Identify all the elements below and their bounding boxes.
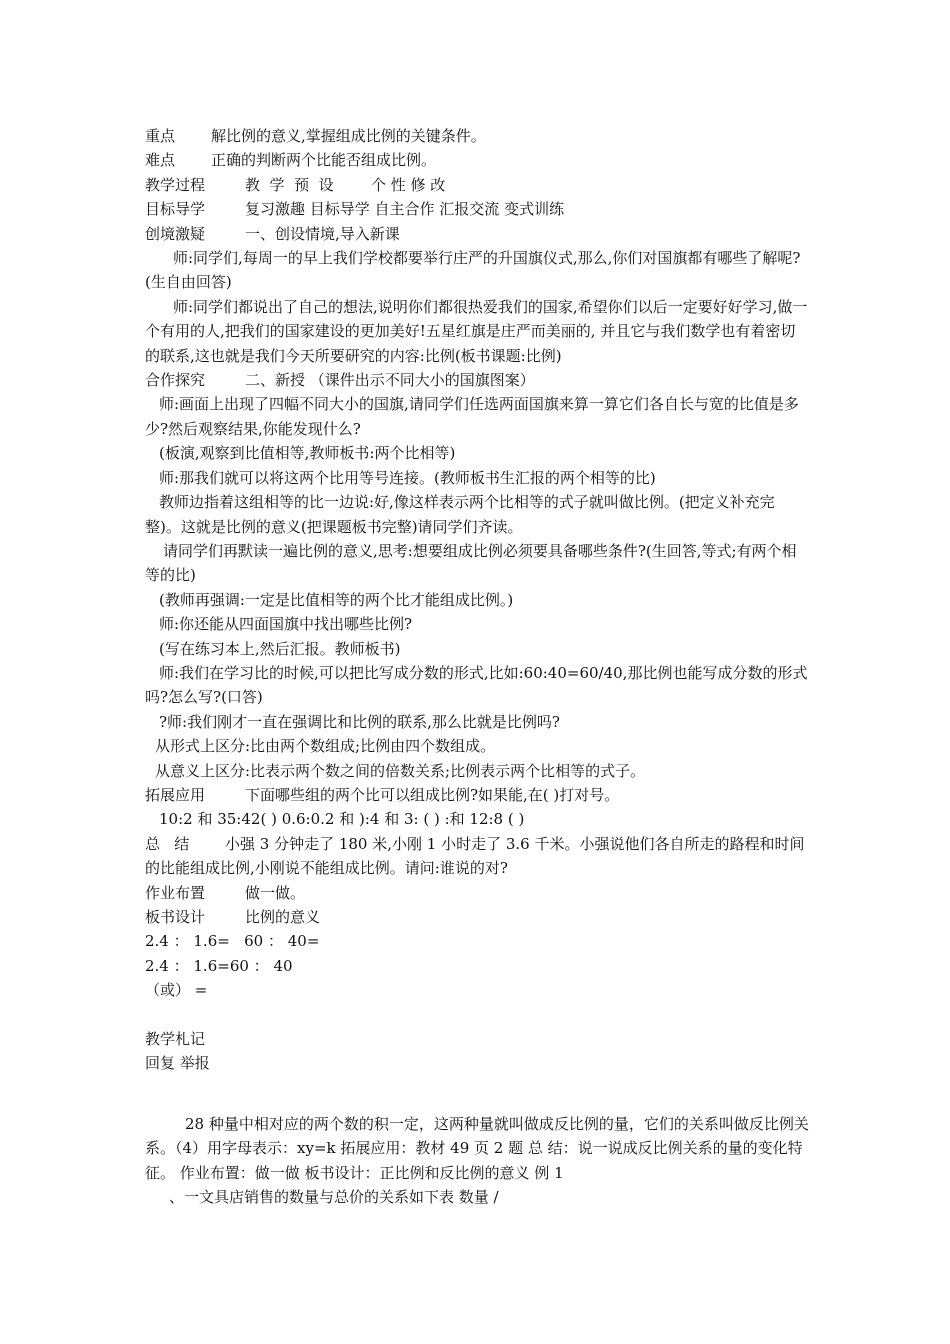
- row-text: 解比例的意义,掌握组成比例的关键条件。: [211, 127, 486, 145]
- row-extension: [145, 783, 810, 807]
- row-situation: [145, 222, 810, 246]
- equation-line: （或） =: [145, 981, 208, 1000]
- paragraph: 请同学们再默读一遍比例的意义,思考:想要组成比例必须要具备哪些条件?(生回答,等式;有两个相等的比): [145, 541, 797, 585]
- row-summary: [145, 832, 810, 881]
- paragraph: (板演,观察到比值相等,教师板书:两个比相等): [159, 444, 456, 463]
- spacer: [145, 1003, 810, 1027]
- row-label: 难点: [145, 151, 176, 170]
- paragraph: 师:画面上出现了四幅不同大小的国旗,请同学们任选两面国旗来算一算它们各自长与宽的比值是多少?然后观察结果,你能发现什么?: [145, 395, 799, 438]
- row-board-design: [145, 905, 810, 929]
- paragraph: 从意义上区分:比表示两个数之间的倍数关系;比例表示两个比相等的式子。: [155, 761, 646, 780]
- row-cooperation: [145, 368, 810, 392]
- row-text: 做一做。: [245, 883, 306, 902]
- paragraph: 、一文具店销售的数量与总价的关系如下表 数量 /: [169, 1188, 499, 1207]
- row-difficulty: [145, 148, 810, 172]
- row-label: 目标导学: [145, 200, 206, 219]
- row-label: 总 结: [145, 834, 190, 853]
- paragraph: 师:同学们,每周一的早上我们学校都要举行庄严的升国旗仪式,那么,你们对国旗都有哪些了解呢?(生自由回答): [145, 249, 801, 292]
- row-text: 小强 3 分钟走了 180 米,小刚 1 小时走了 3.6 千米。小强说他们各自所走的路程和时间的比能组成比例,小刚说不能组成比例。请问:谁说的对?: [145, 834, 805, 878]
- row-text: 复习激趣 目标导学 自主合作 汇报交流 变式训练: [245, 200, 565, 219]
- paragraph: 28 种量中相对应的两个数的积一定，这两种量就叫做成反比例的量，它们的关系叫做反比例关系。（4）用字母表示：xy=k 拓展应用：教材 49 页 2 题 总 结：说一说成反比例关系的量的变化特征。 作业布置：做一做 板书设计：正比例和反比例的意义 例 1: [145, 1114, 809, 1182]
- row-text: 教 学 预 设: [245, 175, 334, 194]
- spacer: [145, 1076, 810, 1112]
- row-text: 比例的意义: [245, 908, 321, 926]
- row-label: 合作探究: [145, 371, 206, 390]
- row-label: 拓展应用: [145, 785, 206, 804]
- paragraph: 师:我们在学习比的时候,可以把比写成分数的形式,比如:60:40=60/40,那比例也能写成分数的形式吗?怎么写?(口答): [145, 663, 808, 707]
- row-teaching-process: [145, 173, 810, 197]
- paragraph: 师:那我们就可以将这两个比用等号连接。(教师板书生汇报的两个相等的比): [159, 468, 656, 487]
- exercise-line: 10:2 和 35:42( ) 0.6:0.2 和 ):4 和 3: ( ) :和 12:8 ( ): [159, 810, 525, 829]
- row-text: 二、新授 （课件出示不同大小的国旗图案）: [245, 371, 535, 390]
- paragraph: 从形式上区分:比由两个数组成;比例由四个数组成。: [155, 737, 496, 756]
- paragraph: 师:同学们都说出了自己的想法,说明你们都很热爱我们的国家,希望你们以后一定要好好学习,做一个有用的人,把我们的国家建设的更加美好!五星红旗是庄严而美丽的, 并且它与我们数学也有着密切的联系,这也就是我们今天所要研究的内容:比例(板书课题:比例): [145, 297, 808, 365]
- paragraph: 教师边指着这组相等的比一边说:好,像这样表示两个比相等的式子就叫做比例。(把定义补充完整)。这就是比例的意义(把课题板书完整)请同学们齐读。: [145, 493, 775, 536]
- row-goal-guide: [145, 197, 810, 221]
- paragraph: (写在练习本上,然后汇报。教师板书): [159, 639, 401, 658]
- row-text: 下面哪些组的两个比可以组成比例?如果能,在( )打对号。: [245, 785, 620, 804]
- paragraph: 师:你还能从四面国旗中找出哪些比例?: [159, 615, 413, 634]
- equation-line: 2.4 ： 1.6= 60 ： 40=: [145, 932, 320, 951]
- row-text: 一、创设情境,导入新课: [245, 224, 400, 243]
- row-homework: [145, 881, 810, 905]
- paragraph: (教师再强调:一定是比值相等的两个比才能组成比例。): [159, 590, 514, 609]
- document-body: [145, 124, 810, 1209]
- row-extra: 个 性 修 改: [371, 175, 446, 194]
- teaching-notes-heading: 教学札记: [145, 1030, 206, 1049]
- row-label: 板书设计: [145, 908, 206, 926]
- row-label: 作业布置: [145, 883, 206, 902]
- row-text: 正确的判断两个比能否组成比例。: [211, 151, 437, 170]
- reply-report-links[interactable]: 回复 举报: [145, 1054, 210, 1073]
- row-key-point: [145, 124, 810, 148]
- row-label: 重点: [145, 127, 176, 145]
- row-label: 创境激疑: [145, 224, 206, 243]
- equation-line: 2.4 ： 1.6=60 ： 40: [145, 956, 293, 975]
- row-label: 教学过程: [145, 175, 206, 194]
- paragraph: ?师:我们刚才一直在强调比和比例的联系,那么比就是比例吗?: [159, 712, 560, 731]
